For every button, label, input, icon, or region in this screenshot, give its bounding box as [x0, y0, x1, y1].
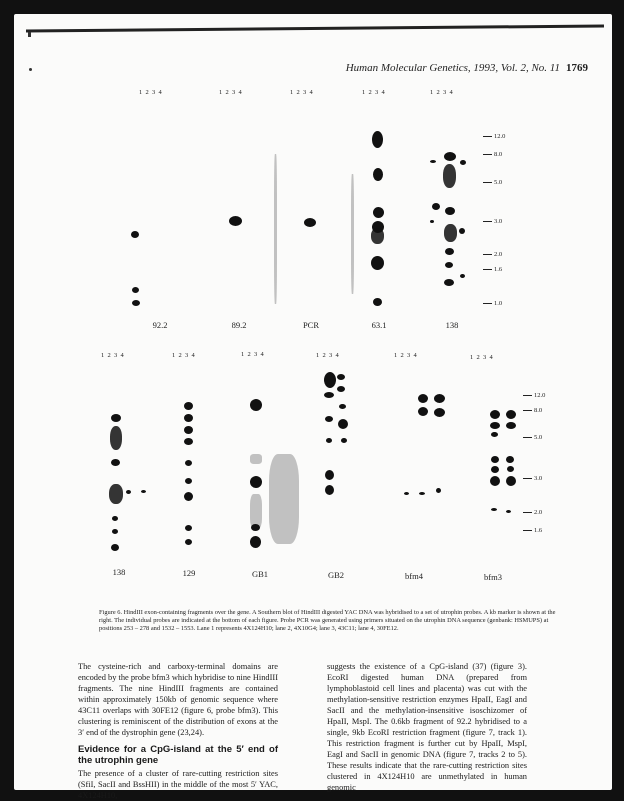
probe-label: 92.2 — [152, 320, 168, 330]
scan-dot — [29, 68, 32, 71]
scan-edge-line — [26, 24, 604, 32]
probe-label: GB1 — [251, 569, 269, 579]
lane-numbers: 1 2 3 4 — [470, 354, 493, 361]
section-heading: Evidence for a CpG-island at the 5′ end of the utrophin gene — [78, 744, 278, 766]
lane-numbers: 1 2 3 4 — [394, 352, 417, 359]
right-column — [327, 661, 527, 793]
lane-numbers: 1 2 3 4 — [139, 89, 162, 96]
probe-label: 89.2 — [231, 320, 247, 330]
probe-label: GB2 — [327, 570, 345, 580]
scan-mark — [28, 32, 31, 37]
probe-label: PCR — [302, 320, 320, 330]
lane-numbers: 1 2 3 4 — [316, 352, 339, 359]
running-header — [346, 62, 588, 74]
probe-label: bfm3 — [484, 572, 502, 582]
lane-numbers: 1 2 3 4 — [241, 351, 264, 358]
probe-label: 138 — [445, 320, 459, 330]
lane-numbers: 1 2 3 4 — [362, 89, 385, 96]
journal-citation: Human Molecular Genetics, 1993, Vol. 2, No. 11 — [345, 62, 560, 74]
probe-label: bfm4 — [405, 571, 423, 581]
lane-numbers: 1 2 3 4 — [430, 89, 453, 96]
probe-label: 63.1 — [371, 320, 387, 330]
probe-label: 129 — [182, 568, 196, 578]
journal-page: Human Molecular Genetics, 1993, Vol. 2, No. 11 1769 1 2 3 4 1 2 3 4 1 2 3 4 1 2 3 4 1 2 3 4 12.0 8.0 5.0 3.0 2.0 1.6 1.0 92.2 89.2 PCR 63.1 138 1 2 3 4 1 2 3 4 1 2 3 4 1 2 3 4 1 2 3 4 1 2 3 4 12.0 8.0 5.0 3.0 2.0 1.6 138 129 GB1 GB2 bfm4 bfm3 Figure 6. HindIII exon-containing fragments over the gene. A Southern blot of HindIII digested YAC DNA was hybridised to a set of utrophin probes. A kb marker is shown at the right. The individual probes are indicated at the bottom of each figure. Probe PCR was generated using primers situated on the utrophin DNA sequence (genbank: HSMUPS) at positions 253 – 278 and 1532 – 1553. Lane 1 represents 4X124H10; lane 2, 4X10G4; lane 3, 43C11; lane 4, 30FE12. The cysteine-rich and carboxy-terminal domains are encoded by the probe bfm3 which hybridise to nine HindIII fragments. The nine HindIII fragments are contained within approximately 150kb of genomic sequence where 43C11 overlaps with 30FE12 (figure 6, probe bfm3). This clustering is reminiscent of the distribution of exons at the 3′ end of the dystrophin gene (23,24). Evidence for a CpG-island at the 5′ end of the utrophin gene The presence of a cluster of rare-cutting restriction sites (SfiI, SacII and BssHII) in the middle of the most 5′ YAC, 4X124H10, suggests the existence of a CpG-island (37) (figure 3). EcoRI digested human DNA (prepared from lymphoblastoid cell lines and placenta) was cut with the methylation-sensitive restriction enzymes HpaII, EagI and SacII and the methylation-insensitive isoschizomer of HpaII, MspI. The 0.6kb fragment of 92.2 hybridised to a single, 9kb EcoRI restriction fragment (figure 7, track 1). This restriction fragment is further cut by HpaII, MspI, EagI and SacII in genomic DNA (figure 7, tracks 2 to 5). These results indicate that the rare-cutting restriction sites clustered in 4X124H10 are unmethylated in human genomic — [14, 14, 612, 790]
lane-numbers: 1 2 3 4 — [101, 352, 124, 359]
figure-caption: Figure 6. HindIII exon-containing fragments over the gene. A Southern blot of HindIII digested YAC DNA was hybridised to a set of utrophin probes. A kb marker is shown at the right. The individual probes are indicated at the bottom of each figure. Probe PCR was generated using primers situated on the utrophin DNA sequence (genbank: HSMUPS) at positions 253 – 278 and 1532 – 1553. Lane 1 represents 4X124H10; lane 2, 4X10G4; lane 3, 43C11; lane 4, 30FE12. — [99, 609, 556, 632]
lane-numbers: 1 2 3 4 — [219, 89, 242, 96]
left-column — [78, 661, 278, 801]
lane-numbers: 1 2 3 4 — [290, 89, 313, 96]
lane-numbers: 1 2 3 4 — [172, 352, 195, 359]
paragraph: The presence of a cluster of rare-cutting restriction sites (SfiI, SacII and BssHII) in the middle of the most 5′ YAC, 4X124H10, — [78, 769, 278, 800]
probe-label: 138 — [112, 567, 126, 577]
paragraph: suggests the existence of a CpG-island (37) (figure 3). EcoRI digested human DNA (prepared from lymphoblastoid cell lines and placenta) was cut with the methylation-sensitive restriction enzymes HpaII, EagI and SacII and the methylation-insensitive isoschizomer of HpaII, MspI. The 0.6kb fragment of 92.2 hybridised to a single, 9kb EcoRI restriction fragment (figure 7, track 1). This restriction fragment is further cut by HpaII, MspI, EagI and SacII in genomic DNA (figure 7, tracks 2 to 5). These results indicate that the rare-cutting restriction sites clustered in 4X124H10 are unmethylated in human genomic — [327, 662, 527, 792]
page-number: 1769 — [566, 62, 588, 74]
paragraph: The cysteine-rich and carboxy-terminal domains are encoded by the probe bfm3 which hybridise to nine HindIII fragments. The nine HindIII fragments are contained within approximately 150kb of genomic sequence where 43C11 overlaps with 30FE12 (figure 6, probe bfm3). This clustering is reminiscent of the distribution of exons at the 3′ end of the dystrophin gene (23,24). — [78, 662, 278, 737]
